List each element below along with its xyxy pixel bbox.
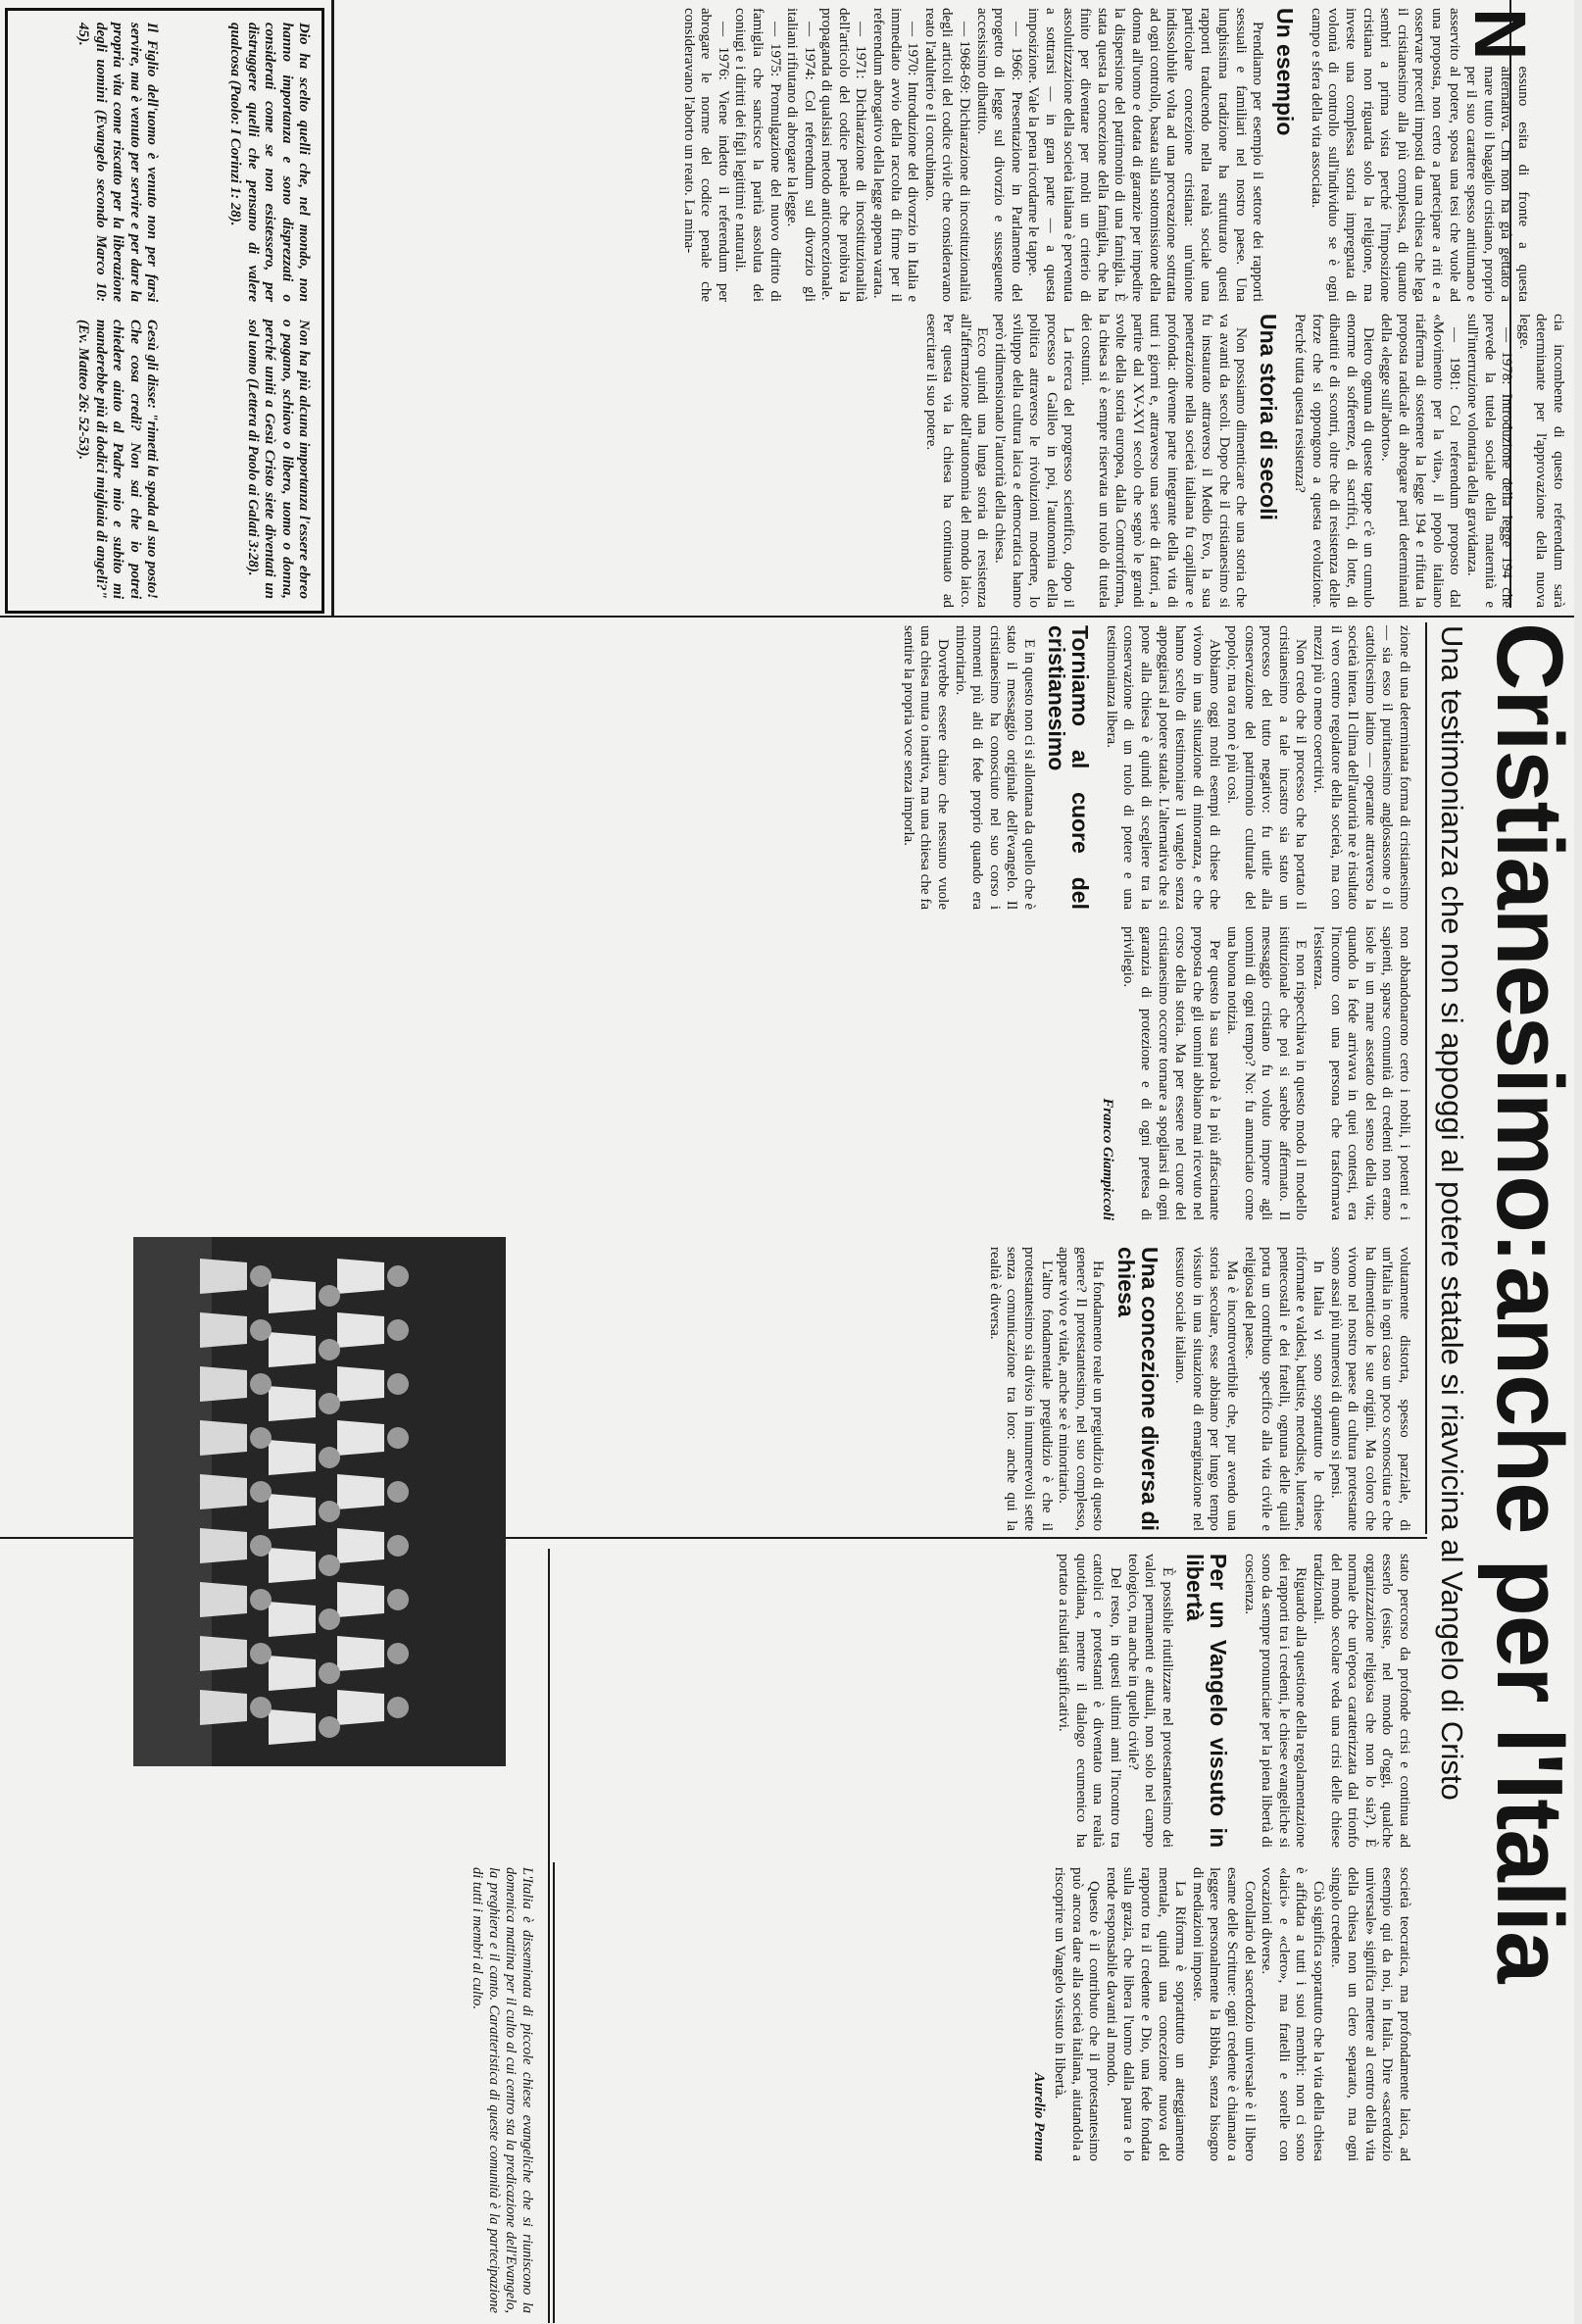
paragraph: In Italia vi sono soprattutto le chiese riformate e valdesi, battiste, metodiste, luterane, pentecostali e dei fratelli, ognuna delle quali porta un contributo specifico alla vita civile e religiosa del paese. — [1241, 1247, 1327, 1531]
bible-quote — [170, 320, 312, 599]
vertical-rule-left — [0, 616, 1574, 618]
paragraph: Ha fondamento reale un pregiudizio di questo genere? Il protestantesimo, nel suo complesso, appare vivo e vitale, anche se è minoritario. — [1056, 1247, 1107, 1531]
paragraph: — 1981: Col referendum proposto dal «Movimento per la vita», il popolo italiano riafferma di sostenere la legge 194 e rifiuta la proposta radicale di abrogare parti determinanti della «legge sull'aborto». — [1378, 314, 1463, 608]
quotes-grid — [18, 23, 312, 599]
paragraph: — 1976: Viene indetto il referendum per abrogare le norme del codice penale che consideravano l'aborto un reato. La mina- — [680, 8, 731, 302]
paragraph: Dovrebbe essere chiaro che nessuno vuole una chiesa muta o inattiva, ma una chiesa che fa sentire la propria voce senza imporla. — [900, 625, 952, 910]
quote-reference: (Lettera di Paolo ai Galati 3:28). — [244, 378, 261, 576]
column-3 — [11, 625, 1412, 910]
quote-text: Dio ha scelto quelli che, nel mondo, non hanno importanza e sono disprezzati o considerati come se non esistessero, per distruggere quelli che pensano di valere qualcosa — [227, 23, 312, 302]
byline-giampiccoli: Franco Giampiccoli — [1099, 1098, 1115, 1220]
quote-reference: (Evangelo secondo Marco 10: 45). — [75, 23, 109, 303]
bible-quote — [18, 23, 160, 302]
column-2 — [341, 314, 1566, 608]
paragraph: — 1970: Introduzione del divorzio in Italia e immediato avvio della raccolta di firme per il referendum abrogativo della legge appena varata. — [870, 8, 921, 302]
headline-part2: anche per l'Italia — [1477, 1266, 1582, 1983]
paragraph: È possibile riutilizzare nel protestantesimo dei valori permanenti e attuali, non solo nel campo teologico, ma anche in quello civile? — [1124, 1554, 1175, 1848]
bible-quote — [18, 320, 160, 599]
quote-reference: (Paolo: I Corinzi 1: 28). — [227, 79, 244, 226]
bible-quote — [170, 23, 312, 302]
paragraph: cia incombente di questo referendum sarà determinante per l'approvazione della nuova legge. — [1515, 314, 1566, 608]
paragraph: Non possiamo dimenticare che una storia che va avanti da secoli. Dopo che il cristianesimo si fu instaurato attraverso il Medio Evo, la sua penetrazione nella società italiana fu capillare e profonda: divenne parte integrante della vita di tutti i giorni e, attraverso una serie di fattori, a partire dal XV-XVI secolo che segnò le grandi svolte della storia europea, dalla Controriforma, la chiesa si è sempre riservata un ruolo di tutela dei costumi. — [1078, 314, 1250, 608]
paragraph: Prendiamo per esempio il settore dei rapporti sessuali e familiari nel nostro paese. Una lunghissima tradizione ha strutturato questi rapporti traducendo nella realtà sociale una particolare concezione cristiana: un'unione indissolubile volta ad una procreazione sottratta ad ogni controllo, basata sulla sottomissione della donna all'uomo e dotata di garanzie per impedire la dispersione del patrimonio di una famiglia. È stata questa la concezione della famiglia, che ha finito per diventare per molti un criterio di assolutizzazione della società italiana è pervenuta a sottrarsi — in gran parte — a questa imposizione. Vale la pena ricordarne le tappe. — [1025, 8, 1266, 302]
paragraph: società teocratica, ma profondamente laica, ad esempio qui da noi, in Italia. Dire «sacerdozio universale» significa mettere al centro della vita della chiesa non un clero separato, ma ogni singolo credente. — [1327, 1867, 1412, 2161]
subhead-concezione-diversa: Una concezione diversa di chiesa — [1112, 1247, 1162, 1531]
quotes-box — [5, 8, 324, 614]
paragraph: Per questo la sua parola è la più affascinante proposta che gli uomini abbiano mai ricevuto nel corso della storia. Ma per essere nel cuore del cristianesimo occorre tornare a spogliarsi di ogni garanzia di protezione e di ogni pretesa di privilegio. — [1120, 926, 1223, 1220]
paragraph: — 1978: Introduzione della legge 194 che prevede la tutela sociale della maternità e sull'interruzione volontaria della gravidanza. — [1464, 314, 1515, 608]
choir-photo-image — [133, 1237, 506, 1766]
quote-reference: (Ev. Matteo 26: 52-53). — [75, 320, 92, 461]
lead-paragraph — [1307, 8, 1541, 302]
quote-text: Non ha più alcuna importanza l'essere ebreo o pagano, schiavo o libero, uomo o donna, perché uniti a Gesù Cristo siete diventati un sol uomo — [244, 320, 312, 599]
paragraph: E non rispecchiava in questo modo il modello istituzionale che poi si sarebbe affermato. Il messaggio cristiano fu voluto imporre agli uomini di ogni tempo? No: fu annunciato come una buona notizia. — [1224, 926, 1310, 1220]
paragraph: Abbiamo oggi molti esempi di chiese che vivono in una situazione di minoranza, e che hanno scelto di testimoniare il vangelo senza appoggiarsi al potere statale. L'alternativa che si pone alla chiesa è quindi di scegliere tra la conservazione di un ruolo di potere e una testimonianza libera. — [1103, 625, 1223, 910]
subtitle: Una testimonianza che non si appoggi al potere statale si riavvicina al Vangelo di Cristo — [1435, 625, 1469, 1801]
paragraph: La Riforma è soprattutto un atteggiamento mentale, quindi una concezione nuova del rapporto tra il credente e Dio, una fede fondata sulla grazia, che libera l'uomo dalla paura e lo rende responsabile davanti al mondo. — [1103, 1867, 1189, 2161]
quote-text: Gesù gli disse: "rimetti la spada al suo posto! Che cosa credi? Non sai che io potrei chiedere aiuto al Padre mio e subito mi manderebbe più di dodici migliaia di angeli?" — [92, 320, 160, 599]
italic-caption-strip — [16, 1867, 535, 2313]
column-6 — [569, 1554, 1412, 1848]
choir-photo — [133, 1237, 506, 1766]
right-block-rule — [553, 1862, 555, 2323]
paragraph: — 1968-69: Dichiarazione di incostituzionalità degli articoli del codice civile che consideravano reato l'adulterio e il concubinato. — [921, 8, 973, 302]
caption-text: L'Italia è disseminata di piccole chiese evangeliche che si riuniscono la domenica mattina per il culto al cui centro sta la predicazione dell'Evangelo, la preghiera e il canto. Caratteristica di queste comunità è la partecipazione di tutti i membri al culto. — [470, 1867, 535, 2313]
paragraph: — 1966: Presentazione in Parlamento del progetto di legge sul divorzio e susseguente accesissimo dibattito. — [973, 8, 1024, 302]
quote-space — [93, 103, 109, 110]
paragraph: Dietro ognuna di queste tappe c'è un cumulo enorme di sofferenze, di sacrifici, di lotte, di dibattiti e di scontri, oltre che di resistenza delle forze che si oppongono a questa evoluzione. Perché tutta questa resistenza? — [1292, 314, 1377, 608]
paragraph: E in questo non ci si allontana da quello che è stato il messaggio originale dell'evangelo. Il cristianesimo ha conosciuto nel suo corso i momenti più alti di fede proprio quando era minoritario. — [952, 625, 1038, 910]
paragraph: Riguardo alla questione della regolamentazione dei rapporti tra i credenti, le chiese evangeliche si sono da sempre pronunciate per la piena libertà di coscienza. — [1241, 1554, 1310, 1848]
quote-text: Il Figlio dell'uomo è venuto non per farsi servire, ma è venuto per servire e per dare la propria vita come riscatto per la liberazione degli uomini — [92, 23, 160, 302]
column-1 — [355, 8, 1541, 302]
subtitle-rule — [1425, 622, 1427, 1534]
byline-penna: Aurelio Penna — [1030, 2072, 1047, 2161]
paragraph: stato percorso da profonde crisi e continua ad esserlo (esiste, nel mondo d'oggi, qualche organizzazione religiosa che non lo sia?). È normale che un'epoca caratterizzata dal trionfo del mondo secolare veda una crisi delle chiese tradizionali. — [1310, 1554, 1412, 1848]
quotes-top-rule — [331, 0, 334, 616]
subhead-un-esempio: Un esempio — [1272, 8, 1299, 136]
subhead-torniamo-al-cuore: Torniamo al cuore del cristianesimo — [1044, 625, 1094, 910]
photo-rule — [548, 1549, 550, 2323]
subhead-storia-di-secoli: Una storia di secoli — [1256, 314, 1282, 520]
paragraph: Ecco quindi una lunga storia di resistenza all'affermazione dell'autonomia del mondo laico. Per questa via la chiesa ha continuato ad esercitare il suo potere. — [922, 314, 991, 608]
paragraph: — 1971: Dichiarazione di incostituzionalità dell'articolo del codice penale che proibiva la propaganda di qualsiasi metodo anticoncezionale. — [818, 8, 869, 302]
column-4 — [354, 926, 1412, 1220]
paragraph: Corollario del sacerdozio universale è il libero esame delle Scritture: ogni credente è chiamato a leggere personalmente la Bibbia, senza bisogno di mediazioni imposte. — [1189, 1867, 1258, 2161]
paragraph: Ciò significa soprattutto che la vita della chiesa è affidata a tutti i suoi membri: non ci sono «laici» e «clero», ma fratelli e sorelle con vocazioni diverse. — [1259, 1867, 1327, 2161]
paragraph: Questo è il contributo che il protestantesimo può ancora dare alla società italiana, aiutandola a riscoprire un Vangelo vissuto in libertà. — [1052, 1867, 1103, 2161]
column-7 — [569, 1867, 1412, 2161]
paragraph: L'altro fondamentale pregiudizio è che il protestantesimo sia diviso in innumerevoli sette senza comunicazione tra loro: anche qui la realtà è diversa. — [986, 1247, 1055, 1531]
headline-part1: Cristianesimo: — [1477, 622, 1582, 1262]
paragraph: volutamente distorta, spesso parziale, di un'Italia in ogni caso un poco sconosciuta e che ha dimenticato le sue origini. Ma coloro che vivono nel nostro paese di cultura protestante sono assai più numerosi di quanto si pensi. — [1327, 1247, 1412, 1531]
subhead-vangelo-in-liberta: Per un Vangelo vissuto in libertà — [1181, 1554, 1232, 1848]
paragraph: Del resto, in questi ultimi anni l'incontro tra cattolici e protestanti è diventato una realtà quotidiana, mentre il dialogo ecumenico ha portato a risultati significativi. — [1056, 1554, 1123, 1848]
paragraph: — 1974: Col referendum sul divorzio gli italiani rifiutano di abrogare la legge. — [784, 8, 817, 302]
paragraph: Ma è incontrovertibile che, pur avendo una storia secolare, esse abbiano per lungo tempo vissuto in una situazione di emarginazione nel tessuto sociale italiano. — [1172, 1247, 1241, 1531]
paragraph: — 1975: Promulgazione del nuovo diritto di famiglia che sancisce la parità assoluta dei coniugi e i diritti dei figli legittimi e naturali. — [732, 8, 783, 302]
paragraph: La ricerca del progresso scientifico, dopo il processo a Galileo in poi, l'autonomia della politica attraverso le rivoluzioni moderne, lo sviluppo della cultura laica e democratica hanno però ridimensionato l'autorità della chiesa. — [992, 314, 1077, 608]
drop-cap: N — [1459, 8, 1541, 61]
lead-text: essuno esita di fronte a questa alternativa. Chi non ha già gettato a mare tutto il bagaglio cristiano, proprio per il suo carattere spesso antiumano e asservito al potere, sposa una tesi che vuole ad una proposta, non certo a partecipare a riti e a osservare precetti imposti da una chiesa che lega il cristianesimo alla più complessa, di quanto sembri a prima vista perché l'imposizione cristiana non riguarda solo la religione, ma investe una complessa storia impregnata di volontà di controllo sull'individuo se è ogni campo e sfera della vita associata. — [1308, 8, 1531, 302]
paragraph: zione di una determinata forma di cristianesimo — sia esso il puritanesimo anglosassone o il cattolicesimo latino — operante attraverso la società intera. Il clima dell'autorità ne è risultato il vero centro regolatore della società, ma con mezzi più o meno coercitivi. — [1310, 625, 1412, 910]
paragraph: Non credo che il processo che ha portato il cristianesimo a tale incastro sia stato un processo del tutto negativo: fu utile alla conservazione del patrimonio culturale del popolo; ma ora non è più così. — [1224, 625, 1310, 910]
paragraph: non abbandonarono certo i nobili, i potenti e i sapienti, sparse comunità di credenti non erano isole in un mare assetato del senso della vita; quando la fede arrivava in quei contesti, era l'incontro con una persona che trasformava l'esistenza. — [1310, 926, 1412, 1220]
